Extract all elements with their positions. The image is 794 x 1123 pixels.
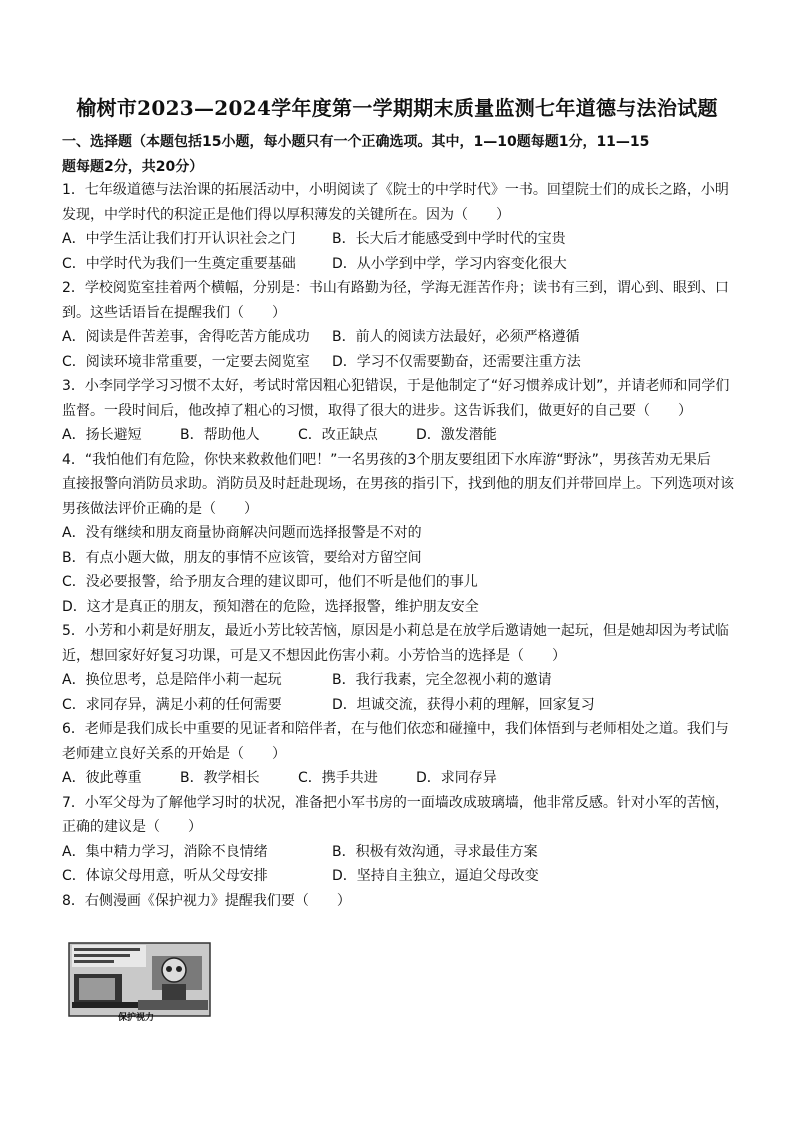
- answer-option: D．学习不仅需要勤奋，还需要注重方法: [332, 353, 581, 370]
- question-stem-line: 2．学校阅览室挂着两个横幅，分别是：书山有路勤为径，学海无涯苦作舟；读书有三到，谓心到、眼到、口: [62, 280, 729, 296]
- answer-option: D．坦诚交流，获得小莉的理解，回家复习: [332, 696, 595, 713]
- question-stem-line: 4．“我怕他们有危险，你快来救救他们吧！”一名男孩的3个朋友要组团下水库游“野泳”，男孩苦劝无果后: [62, 451, 711, 468]
- option-row: [62, 350, 734, 375]
- question-stem-line: 近，想回家好好复习功课，可是又不想因此伤害小莉。小芳恰当的选择是（ ）: [62, 647, 566, 664]
- answer-option: C．改正缺点: [298, 427, 378, 443]
- question-5: [62, 619, 734, 717]
- answer-option: A．没有继续和朋友商量协商解决问题而选择报警是不对的: [62, 525, 422, 541]
- question-1: [62, 178, 734, 276]
- question-stem-line: 3．小李同学学习习惯不太好，考试时常因粗心犯错误，于是他制定了“好习惯养成计划”，并请老师和同学们: [62, 378, 730, 394]
- question-stem-line: 1．七年级道德与法治课的拓展活动中，小明阅读了《院士的中学时代》一书。回望院士们的成长之路，小明: [62, 182, 729, 198]
- question-8: [62, 889, 734, 914]
- question-stem-line: 8．右侧漫画《保护视力》提醒我们要（ ）: [62, 892, 351, 909]
- option-row: [62, 325, 734, 350]
- answer-option: B．帮助他人: [180, 427, 260, 443]
- answer-option: D．坚持自主独立，逼迫父母改变: [332, 868, 539, 884]
- option-row: [62, 766, 734, 791]
- answer-option: A．集中精力学习，消除不良情绪: [62, 843, 268, 860]
- answer-option: A．阅读是件苦差事，舍得吃苦方能成功: [62, 329, 310, 345]
- answer-option: B．长大后才能感受到中学时代的宝贵: [332, 231, 566, 247]
- answer-option: C．没必要报警，给予朋友合理的建议即可，他们不听是他们的事儿: [62, 574, 478, 590]
- question-stem-line: 直接报警向消防员求助。消防员及时赶赴现场，在男孩的指引下，找到他的朋友们并带回岸上。下列选项对该: [62, 476, 734, 492]
- question-6: [62, 717, 734, 791]
- option-row: [62, 840, 734, 865]
- answer-option: D．从小学到中学，学习内容变化很大: [332, 255, 567, 272]
- answer-option: B．积极有效沟通，寻求最佳方案: [332, 843, 538, 860]
- answer-option: C．体谅父母用意，听从父母安排: [62, 868, 268, 884]
- answer-option: B．前人的阅读方法最好，必须严格遵循: [332, 329, 580, 345]
- answer-option: A．换位思考，总是陪伴小莉一起玩: [62, 672, 282, 688]
- question-stem-line: 监督。一段时间后，他改掉了粗心的习惯，取得了很大的进步。这告诉我们，做更好的自己要（ ）: [62, 402, 692, 419]
- question-stem-line: 到。这些话语旨在提醒我们（ ）: [62, 304, 286, 321]
- answer-option: C．携手共进: [298, 770, 378, 786]
- option-row: [62, 227, 734, 252]
- answer-option: A．扬长避短: [62, 427, 142, 443]
- section-heading-line-1: 一、选择题（本题包括15小题，每小题只有一个正确选项。其中，1—10题每题1分，11—15: [62, 134, 650, 150]
- answer-option: D．求同存异: [416, 770, 497, 786]
- comic-caption: 保护视力: [118, 1013, 155, 1023]
- answer-option: A．中学生活让我们打开认识社会之门: [62, 231, 296, 247]
- answer-option: A．彼此尊重: [62, 770, 142, 786]
- answer-option: B．有点小题大做，朋友的事情不应该管，要给对方留空间: [62, 549, 422, 566]
- answer-option: B．教学相长: [180, 770, 260, 786]
- section-heading-line-2: 题每题2分，共20分）: [62, 158, 204, 175]
- section-heading: [62, 130, 734, 179]
- answer-option: D．激发潜能: [416, 427, 497, 443]
- question-7: [62, 791, 734, 889]
- question-stem-line: 5．小芳和小莉是好朋友，最近小芳比较苦恼，原因是小莉总是在放学后邀请她一起玩，但是她却因为考试临: [62, 623, 729, 639]
- question-stem-line: 男孩做法评价正确的是（ ）: [62, 500, 258, 517]
- comic-protect-eyesight: [68, 942, 211, 1017]
- answer-option: C．阅读环境非常重要，一定要去阅览室: [62, 353, 310, 370]
- question-2: [62, 276, 734, 374]
- exam-title: 榆树市2023—2024学年度第一学期期末质量监测七年道德与法治试题: [76, 96, 718, 120]
- question-stem-line: 6．老师是我们成长中重要的见证者和陪伴者，在与他们依恋和碰撞中，我们体悟到与老师相处之道。我们与: [62, 721, 729, 737]
- answer-option: C．求同存异，满足小莉的任何需要: [62, 696, 282, 713]
- answer-option: B．我行我素，完全忽视小莉的邀请: [332, 672, 552, 688]
- question-4: [62, 448, 734, 620]
- question-stem-line: 正确的建议是（ ）: [62, 819, 202, 835]
- option-row: [62, 693, 734, 718]
- question-stem-line: 老师建立良好关系的开始是（ ）: [62, 745, 286, 762]
- answer-option: D．这才是真正的朋友，预知潜在的危险，选择报警，维护朋友安全: [62, 598, 479, 615]
- question-list: [62, 178, 734, 913]
- option-row: [62, 864, 734, 889]
- question-3: [62, 374, 734, 448]
- question-stem-line: 发现，中学时代的积淀正是他们得以厚积薄发的关键所在。因为（ ）: [62, 206, 510, 223]
- answer-option: C．中学时代为我们一生奠定重要基础: [62, 255, 296, 272]
- question-stem-line: 7．小军父母为了解他学习时的状况，准备把小军书房的一面墙改成玻璃墙，他非常反感。针对小军的苦恼，: [62, 794, 729, 811]
- option-row: [62, 668, 734, 693]
- option-row: [62, 252, 734, 277]
- option-row: [62, 423, 734, 448]
